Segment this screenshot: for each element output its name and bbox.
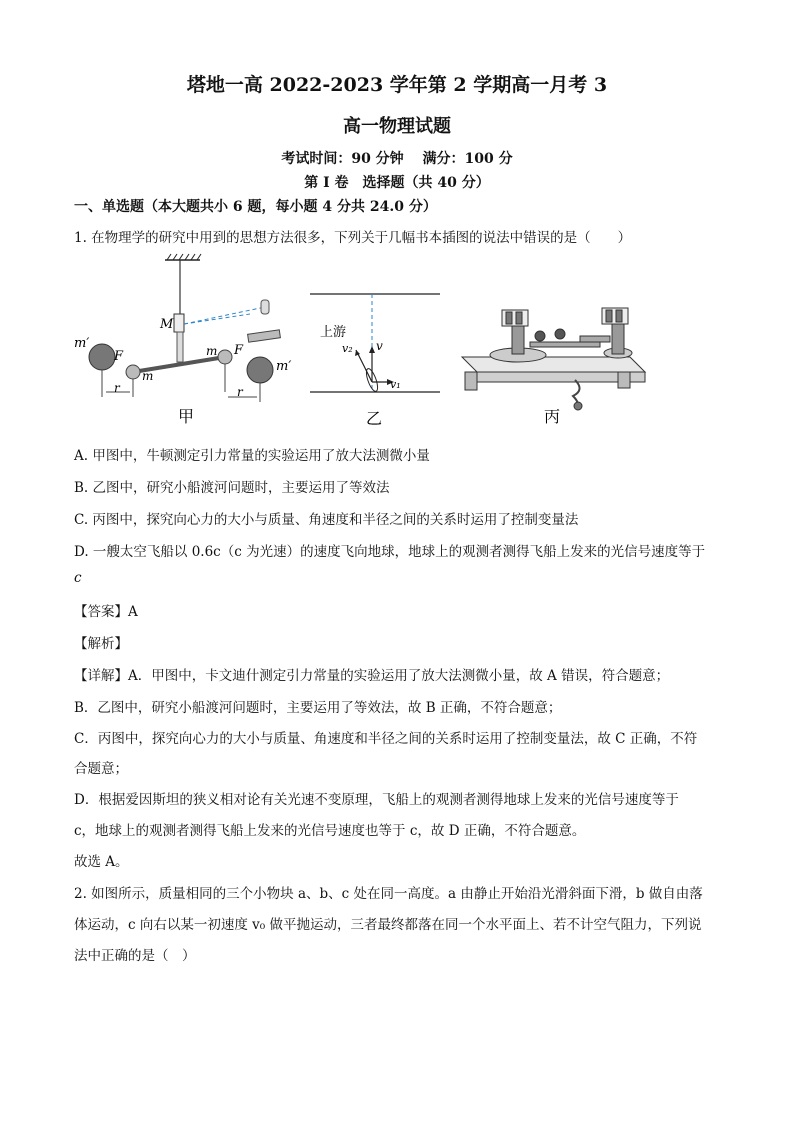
question-2-line: 2. 如图所示，质量相同的三个小物块 a、b、c 处在同一高度。a 由静止开始沿光滑斜面下滑，b 做自由落 (74, 886, 703, 902)
analysis-line: c，地球上的观测者测得飞船上发来的光信号速度也等于 c，故 D 正确，不符合题意。 (74, 823, 586, 839)
analysis-line: D．根据爱因斯坦的狭义相对论有关光速不变原理，飞船上的观测者测得地球上发来的光信号速度等于 (74, 792, 679, 808)
question-1-stem: 1. 在物理学的研究中用到的思想方法很多，下列关于几幅书本插图的说法中错误的是（ ） (74, 230, 632, 246)
figure-label-yi: 乙 (366, 409, 383, 428)
option-d-line1: D. 一艘太空飞船以 0.6c（c 为光速）的速度飞向地球，地球上的观测者测得飞船上发来的光信号速度等于 (74, 544, 706, 560)
subject-title: 高一物理试题 (343, 116, 451, 137)
fig-yi-upstream: 上游 (320, 325, 347, 340)
fig-jia-m-prime-right: m′ (276, 359, 292, 374)
analysis-line: 故选 A。 (74, 854, 129, 870)
centripetal-apparatus-figure (462, 308, 645, 410)
fig-jia-M: M (160, 317, 174, 332)
analysis-line: B．乙图中，研究小船渡河问题时，主要运用了等效法，故 B 正确，不符合题意； (74, 700, 562, 716)
fig-jia-m-right: m (206, 344, 218, 358)
figure-label-jia: 甲 (178, 407, 195, 426)
analysis-line: 【详解】A．甲图中，卡文迪什测定引力常量的实验运用了放大法测微小量，故 A 错误，符合题意； (74, 668, 670, 684)
section-heading: 一、单选题（本大题共小 6 题，每小题 4 分共 24.0 分） (74, 199, 437, 215)
analysis-line: 合题意； (74, 761, 128, 777)
fig-jia-r-right: r (237, 385, 243, 399)
analysis-line: C．丙图中，探究向心力的大小与质量、角速度和半径之间的关系时运用了控制变量法，故 C 正确，不符 (74, 731, 698, 747)
analysis-label: 【解析】 (74, 636, 128, 652)
exam-title: 塔地一高 2022-2023 学年第 2 学期高一月考 3 (186, 74, 608, 96)
fig-yi-v1: v₁ (390, 378, 401, 391)
question-1-figures (70, 252, 720, 432)
fig-yi-v: v (376, 339, 383, 353)
figure-label-bing: 丙 (544, 407, 561, 426)
question-2-line: 法中正确的是（ ） (74, 948, 196, 964)
exam-info: 考试时间：90 分钟 满分：100 分 (281, 151, 513, 167)
torsion-balance-figure (89, 254, 280, 402)
volume-heading: 第 I 卷 选择题（共 40 分） (304, 175, 490, 191)
question-2-line: 体运动，c 向右以某一初速度 v₀ 做平抛运动，三者最终都落在同一个水平面上、若不计空气阻力，下列说 (74, 917, 702, 933)
answer-line: 【答案】A (74, 604, 138, 620)
option-c: C. 丙图中，探究向心力的大小与质量、角速度和半径之间的关系时运用了控制变量法 (74, 512, 579, 528)
option-a: A. 甲图中，牛顿测定引力常量的实验运用了放大法测微小量 (74, 448, 430, 464)
fig-jia-m-prime-left: m′ (74, 336, 90, 351)
fig-jia-F-right: F (234, 343, 244, 358)
fig-yi-v2: v₂ (342, 342, 353, 355)
boat-crossing-figure (310, 294, 440, 393)
fig-jia-r-left: r (114, 381, 120, 395)
option-b: B. 乙图中，研究小船渡河问题时，主要运用了等效法 (74, 480, 390, 496)
option-d-line2: c (74, 570, 82, 586)
fig-jia-m-left: m (142, 369, 154, 383)
fig-jia-F-left: F (114, 349, 124, 364)
